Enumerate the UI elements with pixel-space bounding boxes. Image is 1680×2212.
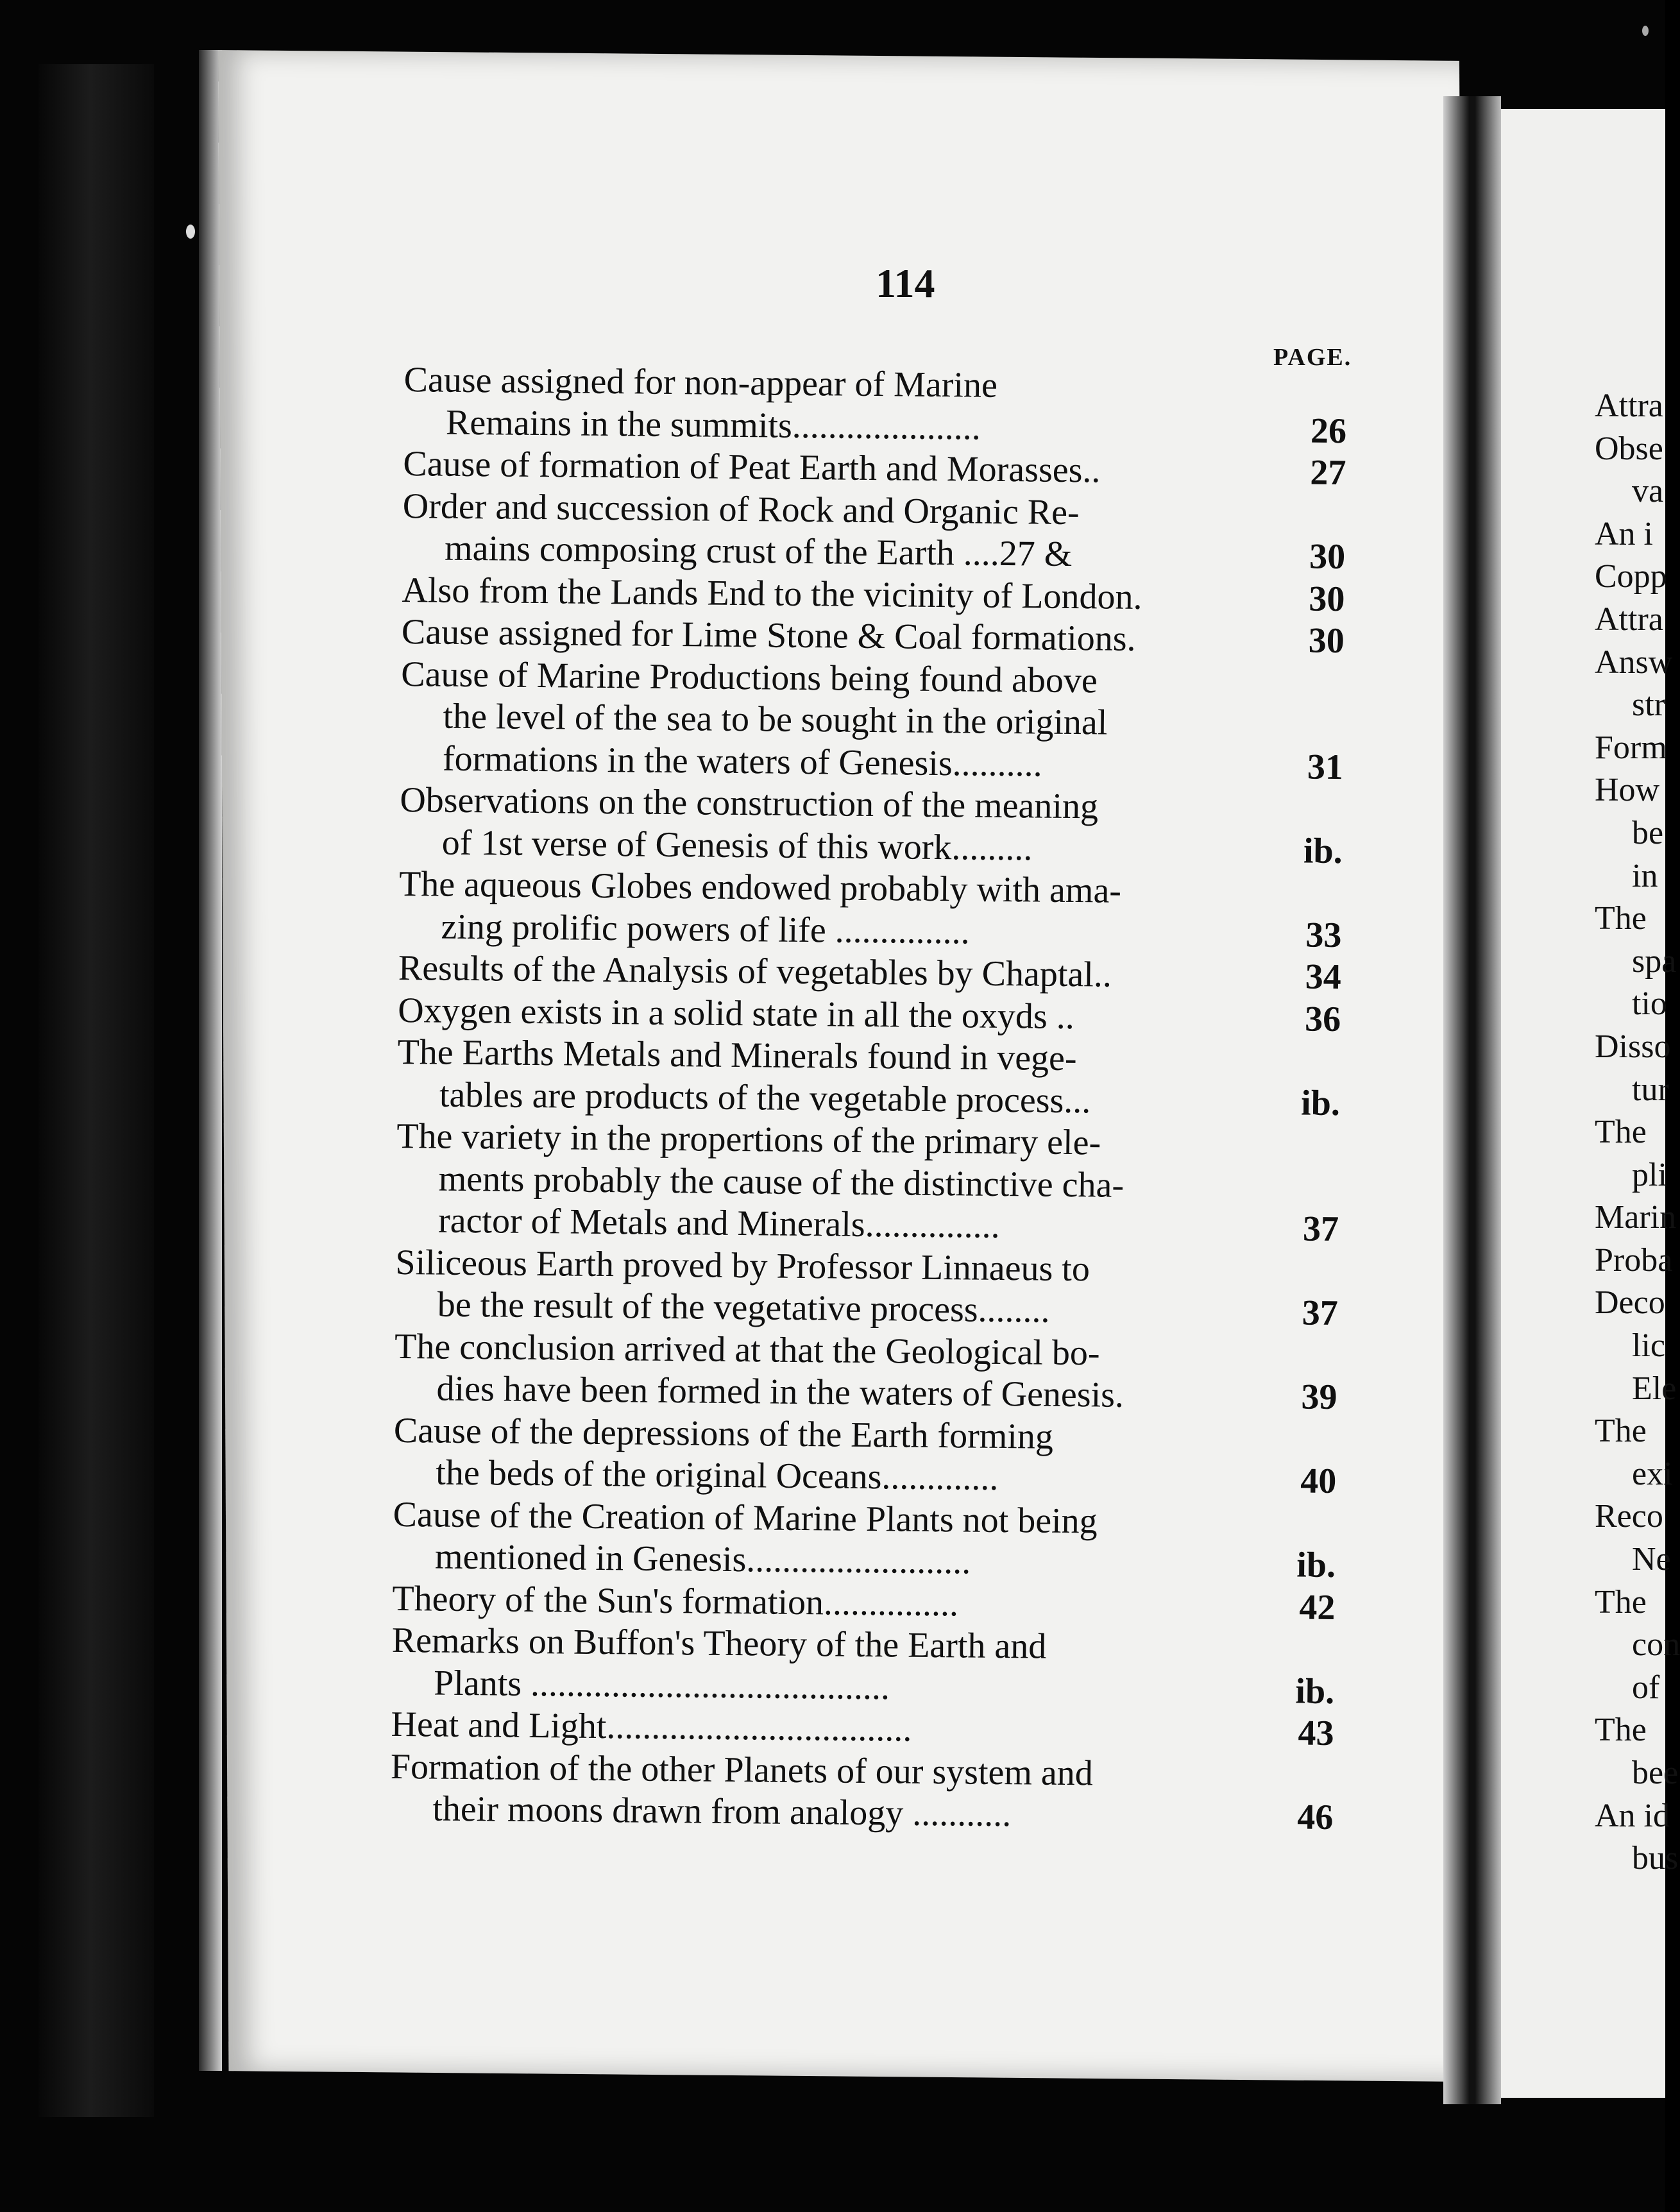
facing-page-line: spa: [1632, 942, 1677, 980]
page-speck: [1642, 26, 1649, 36]
toc-entry-title: Also from the Lands End to the vicinity of London.: [402, 570, 1142, 617]
page-column-header: PAGE.: [1273, 344, 1352, 371]
facing-page-line: Disso: [1595, 1028, 1671, 1065]
facing-page-line: be: [1632, 814, 1664, 851]
toc-entry-continuation: ractor of Metals and Minerals...............: [437, 1200, 1000, 1246]
facing-page-line: Attra: [1595, 387, 1663, 424]
toc-entry: [397, 1032, 1341, 1125]
facing-page-line: bus: [1632, 1840, 1679, 1877]
toc-entry-title: Cause assigned for non-appear of Marine: [403, 359, 998, 405]
facing-page-line: Copp: [1595, 558, 1667, 595]
toc-page-number: ib.: [1295, 1671, 1335, 1712]
facing-page-line: An id: [1595, 1797, 1670, 1834]
toc-entry-continuation: their moons drawn from analogy ...........: [432, 1789, 1012, 1835]
book-gutter: [1443, 96, 1501, 2104]
toc-entry-title: Theory of the Sun's formation...............: [392, 1578, 959, 1624]
toc-page-number: ib.: [1296, 1545, 1336, 1586]
toc-page-number: 42: [1299, 1587, 1336, 1628]
toc-entry: [396, 1116, 1340, 1251]
toc-page-number: 31: [1307, 747, 1344, 787]
facing-page-line: in: [1632, 857, 1658, 894]
facing-page-line: Reco: [1595, 1498, 1663, 1535]
toc-entry-continuation: the level of the sea to be sought in the original: [443, 696, 1108, 743]
facing-page-line: The: [1595, 1583, 1647, 1621]
toc-entry-title: Remarks on Buffon's Theory of the Earth and: [391, 1620, 1047, 1667]
facing-page-line: pli: [1632, 1156, 1667, 1193]
facing-page-line: lic: [1632, 1327, 1665, 1365]
facing-page-line: Marin: [1595, 1199, 1677, 1236]
toc-entry-title: The variety in the propertions of the primary ele-: [396, 1116, 1101, 1163]
facing-page-line: Deco: [1595, 1284, 1665, 1322]
toc-page-number: 30: [1308, 620, 1345, 661]
facing-page-line: Ne: [1632, 1541, 1671, 1578]
toc-entry-title: The conclusion arrived at that the Geological bo-: [394, 1326, 1100, 1373]
toc-entry-title: Siliceous Earth proved by Professor Linnaeus to: [395, 1242, 1090, 1289]
toc-entry-continuation: mentioned in Genesis.........................: [434, 1536, 971, 1582]
toc-entry-title: Cause of Marine Productions being found above: [400, 654, 1098, 701]
facing-page-line: exi: [1632, 1455, 1673, 1492]
toc-entry: [399, 779, 1343, 872]
page-number: 114: [876, 260, 935, 306]
toc-entry-continuation: ments probably the cause of the distinctive cha-: [438, 1159, 1124, 1205]
facing-page-line: Proba: [1595, 1241, 1673, 1279]
facing-page-line: An i: [1595, 515, 1653, 552]
facing-page-line: Attra: [1595, 600, 1663, 638]
toc-entry-continuation: mains composing crust of the Earth ....27 &: [444, 528, 1073, 575]
toc-entry: [391, 1620, 1335, 1713]
toc-entry-continuation: Remains in the summits.....................: [445, 402, 981, 448]
toc-page-number: 30: [1309, 579, 1345, 619]
toc-page-number: 27: [1310, 452, 1346, 493]
facing-page-line: Ele: [1632, 1370, 1677, 1407]
toc-entry: [393, 1493, 1336, 1587]
toc-page-number: 33: [1305, 915, 1342, 955]
toc-page-number: 43: [1298, 1713, 1334, 1754]
toc-entry: [390, 1746, 1334, 1839]
facing-page-line: va: [1632, 473, 1664, 510]
facing-page-line: The: [1595, 900, 1647, 937]
toc-entry-title: The aqueous Globes endowed probably with ama-: [398, 864, 1122, 911]
toc-entry-continuation: the beds of the original Oceans.............: [436, 1452, 999, 1498]
toc-entry-continuation: Plants ........................................: [433, 1663, 890, 1707]
toc-entry-title: Cause of the Creation of Marine Plants not being: [393, 1494, 1098, 1541]
toc-page-number: 26: [1310, 411, 1347, 451]
facing-page-line: The: [1595, 1413, 1647, 1450]
facing-page-line: The: [1595, 1114, 1647, 1151]
toc-entry: [395, 1241, 1339, 1334]
toc-entry-title: Formation of the other Planets of our system and: [390, 1746, 1094, 1793]
toc-entry: [400, 653, 1345, 788]
facing-page-line: Form: [1595, 729, 1667, 766]
toc-entry-continuation: tables are products of the vegetable process...: [439, 1075, 1091, 1121]
toc-page-number: 40: [1300, 1461, 1337, 1502]
toc-entry-continuation: zing prolific powers of life ...............: [441, 906, 971, 952]
toc-page-number: 46: [1296, 1797, 1334, 1838]
toc-page-number: 39: [1301, 1377, 1337, 1418]
toc-page-number: 36: [1304, 999, 1341, 1039]
facing-page-line: tur: [1632, 1071, 1669, 1108]
facing-page-line: The: [1595, 1712, 1647, 1749]
toc-entry-title: Cause of formation of Peat Earth and Morasses..: [403, 443, 1101, 491]
toc-entry: [402, 485, 1346, 578]
toc-entry-continuation: of 1st verse of Genesis of this work.........: [441, 822, 1033, 868]
page-edge: [199, 50, 222, 2071]
table-of-contents: [390, 359, 1347, 1839]
toc-entry: [394, 1325, 1337, 1418]
toc-page-number: 34: [1305, 957, 1342, 998]
toc-entry-title: Cause assigned for Lime Stone & Coal formations.: [401, 611, 1136, 659]
toc-entry: [393, 1409, 1337, 1502]
toc-entry-title: Order and succession of Rock and Organic Re-: [402, 486, 1080, 532]
toc-entry-title: Oxygen exists in a solid state in all the oxyds ..: [397, 990, 1075, 1037]
facing-page-line: Obse: [1595, 430, 1663, 467]
toc-entry-title: Results of the Analysis of vegetables by Chaptal..: [398, 948, 1112, 995]
facing-page-line: tio: [1632, 985, 1667, 1023]
facing-page-line: How: [1595, 772, 1660, 809]
toc-entry-title: Observations on the construction of the meaning: [400, 779, 1099, 827]
toc-entry-title: Heat and Light..................................: [391, 1704, 912, 1749]
toc-entry: [403, 359, 1347, 452]
facing-page-line: of: [1632, 1669, 1660, 1706]
facing-page-line: con: [1632, 1626, 1680, 1663]
book-spine-shadow: [38, 64, 154, 2117]
toc-entry-title: The Earths Metals and Minerals found in vege-: [397, 1032, 1077, 1079]
facing-page-text: [1595, 385, 1680, 1880]
toc-entry-continuation: formations in the waters of Genesis..........: [442, 738, 1042, 785]
page-speck: [186, 225, 195, 239]
toc-entry: [398, 864, 1342, 957]
toc-page-number: 37: [1302, 1209, 1339, 1250]
toc-page-number: 37: [1302, 1293, 1339, 1334]
toc-entry-title: Cause of the depressions of the Earth forming: [393, 1410, 1054, 1457]
facing-page-line: str: [1632, 686, 1665, 724]
facing-page-line: bee: [1632, 1755, 1679, 1791]
toc-page-number: 30: [1309, 536, 1346, 577]
toc-entry-continuation: dies have been formed in the waters of Genesis.: [436, 1368, 1124, 1415]
facing-page-line: Answ: [1595, 643, 1673, 681]
toc-page-number: ib.: [1300, 1082, 1341, 1123]
toc-page-number: ib.: [1303, 830, 1343, 871]
toc-entry-continuation: be the result of the vegetative process........: [437, 1284, 1050, 1331]
